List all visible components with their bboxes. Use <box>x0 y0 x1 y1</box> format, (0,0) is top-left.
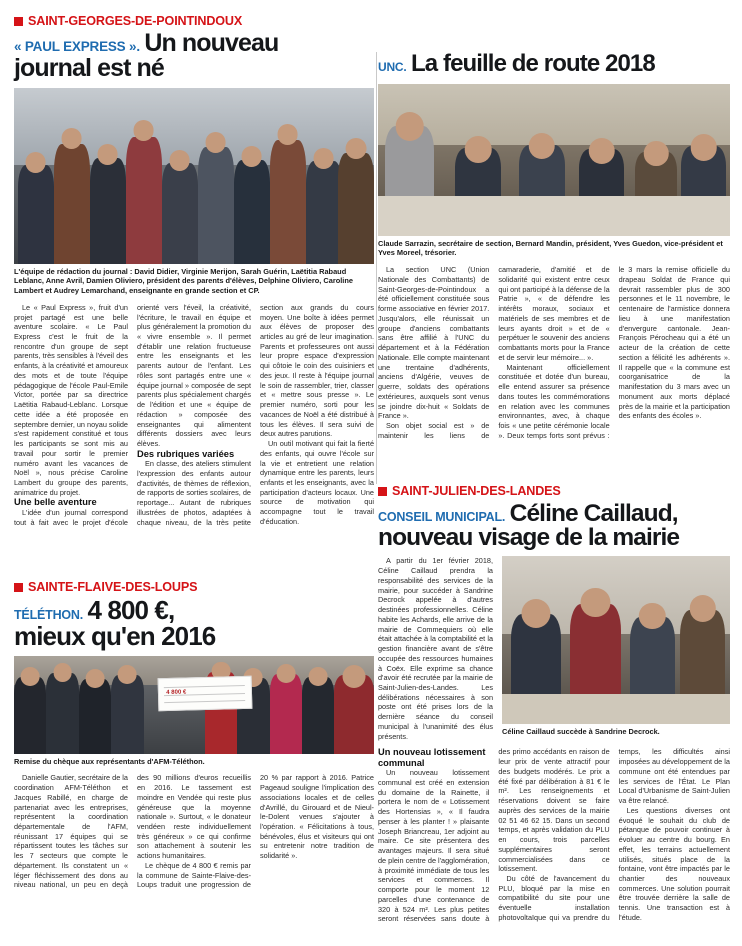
paragraph: Maintenant officiellement constituée et dotée d'un bureau, elle entend assurer sa présence dans toutes les commémorations en relation avec les communes environnantes, avec, à chaque fois « une petite cérémonie locale ». Deux temps forts sont prévus : le 3 mars la remise officielle du drapeau Soldat de France qui devrait rassembler plus de 300 personnes et le 11 novembre, le centenaire de l'armistice donnera lieu à une manifestation d'envergure cantonale. Jean-François Pérocheau qui a été un acteur de la création de cette section a félicité les adhérents ». Il rappelle que « la commune est coorganisatrice de la manifestation du 3 mars avec un monument aux morts déplacé près de la mairie et la participation des enfants des écoles ». <box>498 265 730 440</box>
telethon-kicker: TÉLÉTHON. <box>14 608 84 622</box>
conseil-headline-b: nouveau visage de la mairie <box>378 524 680 552</box>
telethon-titleblock <box>14 580 374 650</box>
paul-express-subhead-2: Des rubriques variées <box>137 448 235 459</box>
paul-express-headline-a: Un nouveau <box>144 29 279 57</box>
telethon-cheque <box>158 676 252 712</box>
unc-body <box>378 265 730 440</box>
paragraph: Du côté de l'avancement du PLU, bloqué par la mise en compatibilité du site pour une éventuelle installation photovoltaïque qui va prendre du temps, les difficultés ainsi imposées au développement de la commune ont été entendues par les services de l'État. Le Plan Local d'Urbanisme de Saint-Julien va être relancé. <box>498 747 730 922</box>
red-square-icon <box>14 583 23 592</box>
commune-label-sainte-flaive <box>14 580 374 594</box>
telethon-caption: Remise du chèque aux représentants d'AFM-Téléthon. <box>14 756 205 766</box>
cheque-amount: 4 800 € <box>166 689 187 696</box>
telethon-headline-b: mieux qu'en 2016 <box>14 620 216 651</box>
paragraph: Le chèque de 4 800 € remis par la commune de Sainte-Flaive-des-Loups traduit une progression de 20 % par rapport à 2016. Patrice Pageaud souligne l'implication des associations locales et de celles d'Avrillé, du Girouard et de Nieul-le-Dolent venues s'ajouter à l'opération. « Félicitations à tous, bénévoles, élus et visiteurs qui ont su entretenir notre tradition de solidarité ». <box>137 773 374 890</box>
column-divider <box>376 52 377 484</box>
conseil-body-col1 <box>378 556 493 741</box>
commune-name: SAINT-GEORGES-DE-POINTINDOUX <box>28 14 243 28</box>
paul-express-photo <box>14 88 374 264</box>
conseil-photo-wrap <box>502 556 730 741</box>
paul-express-headline-line1 <box>14 31 374 57</box>
paul-express-subhead-1: Une belle aventure <box>14 497 97 508</box>
conseil-first-column <box>378 556 493 741</box>
article-unc <box>378 52 730 440</box>
commune-name: SAINT-JULIEN-DES-LANDES <box>392 484 561 498</box>
article-paul-express <box>14 14 374 527</box>
telethon-headline-a: 4 800 €, <box>87 595 175 625</box>
paragraph: Son objet social est » de maintenir les liens de camaraderie, d'amitié et de solidarité qui existent entre ceux qui ont participé à la défense de la Patrie », « de défendre les intérêts moraux, sociaux et matériels de ses membres et de leurs ayants droit » et de « perpétuer le souvenir des anciens combattants morts pour la France et de servir leur mémoire... ». <box>378 265 610 440</box>
photo-table <box>502 694 730 724</box>
paragraph: Le « Paul Express », fruit d'un projet partagé est une belle aventure scolaire. « Le Paul Express c'est le fruit de la rencontre d'un groupe de sept parents, très sensibles à l'éveil des enfants, à la créativité et amoureux des mots et de toute l'équipe pédagogique de l'école Paul-Emile Victor, portée par sa directrice Laëtitia Rabaud-Leblanc. Lorsque cette idée a été proposée en septembre dernier, un noyau solide s'est rapidement constitué et tous les participants se sont mis au travail pour sortir le premier numéro avant les vacances de Noël », nous précise Caroline Lambert du groupe des parents, animatrice du projet. <box>14 302 128 497</box>
telethon-headline-line1 <box>14 597 374 624</box>
unc-photo <box>378 84 730 236</box>
unc-headline: La feuille de route 2018 <box>411 50 655 77</box>
conseil-top-row <box>378 556 730 741</box>
red-square-icon <box>14 17 23 26</box>
paul-express-caption: L'équipe de rédaction du journal : David Didier, Virginie Merijon, Sarah Guérin, Laëtitia Rabaud Leblanc, Anne Avril, Damien Oliviero, président des parents d'élèves, Delphine Oliviero, Caroline Lambert et Audrey Lemarchand, enseignante en grande section et CP. <box>14 266 353 296</box>
paul-express-headline-b: journal est né <box>14 53 164 82</box>
paragraph: L'idée d'un journal correspond tout à fait avec le projet d'école orienté vers l'éveil, la créativité, l'écriture, le travail en équipe et plus généralement la promotion du « vivre ensemble ». Il permet d'établir une relation fructueuse entre les enseignants et les parents autour de l'enfant. Les rôles sont partagés entre une « équipe journal » composée de sept parents plus spécialement chargés de l'édition et une « équipe de rédaction » composée des enseignantes qui alimentent différents dossiers avec leurs élèves. <box>14 302 251 527</box>
conseil-headline-line1 <box>378 501 730 526</box>
unc-caption: Claude Sarrazin, secrétaire de section, Bernard Mandin, président, Yves Guedon, vice-président et Yves Moreel, trésorier. <box>378 238 723 258</box>
conseil-subhead: Un nouveau lotissement communal <box>378 747 486 768</box>
commune-label-saint-julien <box>378 484 730 498</box>
article-telethon <box>14 580 374 890</box>
article-conseil-municipal <box>378 484 730 924</box>
paragraph: La section UNC (Union Nationale des Combattants) de Saint-Georges-de-Pointindoux a été officiellement constituée sous forme associative en février 2017. Jusqu'alors, elle réunissait un groupe d'anciens combattants sans être affilié à l'UNC du département et à la Fédération Nationale. Elle compte maintenant une trentaine d'adhérents, anciens d'Algérie, veuves de guerre, soldats des opérations extérieures, auxquels sont venus se joindre dix-huit « Soldats de France ». <box>378 265 490 421</box>
conseil-titleblock <box>378 484 730 550</box>
paragraph: En classe, des ateliers stimulent l'expression des enfants autour d'activités, de thèmes de réflexion, de rapports de sorties scolaires, de reportage... Autant de rubriques illustrées de photos, adaptées à chaque niveau, de la très petite section aux grands du cours moyen. Une boîte à idées permet aux élèves de proposer des articles au gré de leur imagination. Parents et professeures ont aussi leur propre espace d'expression qui côtoie le coin des cuisiniers et des jeux. Il reste à l'équipe journal le soin de rassembler, trier, classer et « mettre sous presse ». Le premier numéro, sorti pour les vacances de Noël a été distribué à tous les élèves. Il sera suivi de deux autres parutions. <box>137 302 374 527</box>
red-square-icon <box>378 487 387 496</box>
paragraph: Un outil motivant qui fait la fierté des enfants, qui ouvre l'école sur la vie et entretient une relation dynamique entre les parents, leurs enfants et les enseignants, avec la participation d'acteurs locaux. Une source de motivation qui accompagne tout le travail d'éducation. <box>260 439 374 526</box>
conseil-photo <box>502 556 730 724</box>
unc-titleblock <box>378 52 730 77</box>
paul-express-kicker: « PAUL EXPRESS ». <box>14 39 140 54</box>
conseil-kicker: CONSEIL MUNICIPAL. <box>378 510 506 524</box>
paragraph: Les questions diverses ont évoqué le souhait du club de pétanque de pouvoir continuer à évoluer au centre du bourg. En effet, les terrains actuellement utilisés, situés place de la fontaine, vont être impactés par le chantier des nouveaux commerces. Une solution pourrait être trouvée derrière la salle de tennis. Une transaction est à l'étude. <box>618 805 730 922</box>
photo-table <box>378 196 730 236</box>
paul-express-body <box>14 303 374 528</box>
telethon-photo <box>14 656 374 754</box>
photo-people-group <box>14 88 374 264</box>
paul-express-titleblock <box>14 14 374 82</box>
telethon-body <box>14 773 374 890</box>
paragraph: Danielle Gautier, secrétaire de la coordination AFM-Téléthon et Jacques Rabillé, en charge de partenariat avec les entreprises, représentent la coordination départementale de l'AFM, réunissant 17 équipes qui se répartissent toutes les tâches sur les 7 secteurs que compte le département. Ils constatent un « léger fléchissement des dons au niveau national, un peu en deçà des 90 millions d'euros recueillis en 2016. Le tassement est moindre en Vendée qui reste plus généreuse que la moyenne nationale ». Surtout, « le donateur vendéen reste individuellement très généreux » ce qui confirme son attachement à soutenir les actions humanitaires. <box>14 773 251 890</box>
conseil-caption: Céline Caillaud succède à Sandrine Decrock. <box>502 727 660 737</box>
commune-label-saint-georges <box>14 14 374 28</box>
unc-kicker: UNC. <box>378 60 407 74</box>
paragraph: A partir du 1er février 2018, Céline Caillaud prendra la responsabilité des services de la mairie, pour succéder à Sandrine Decrock appelée à d'autres destinées professionnelles. Céline habite les Achards, elle arrive de la mairie de Commequiers où elle était attachée à la comptabilité et la gestion financière avant de s'être occupée des ressources humaines à Coëx. Elle exprime sa chance d'avoir été recrutée par la mairie de Saint-Julien-des-Landes. Les délibérations nécessaires à son poste ont été prises lors de la dernière séance du conseil municipal à l'unanimité des élus présents. <box>378 556 493 741</box>
conseil-headline-a: Céline Caillaud, <box>509 500 678 527</box>
paragraph: Un nouveau lotissement communal est créé en extension du domaine de la Rainette, il portera le nom de « Lotissement des Hortensias », « Il faudra penser à les planter ! » plaisante Joseph Briancreau, 1er adjoint au maire. Ce site présentera des avantages majeurs. Il sera situé de plein centre de l'agglomération, à proximité immédiate de tous les services et commerces. Il comporte pour le moment 12 parcelles d'une contenance de 320 à 524 m². Les plus petites seront réservées sans doute à des primo accédants en raison de leur prix de vente attractif pour des budgets modérés. Le prix a été fixé par délibération à 81 € le m². Les renseignements et réservations doivent se faire auprès des services de la mairie 02 51 46 62 15. Dans un second temps, et après validation du PLU en cours, trois parcelles supplémentaires seront commercialisées dans ce lotissement. <box>378 747 610 924</box>
conseil-body <box>378 747 730 924</box>
commune-name: SAINTE-FLAIVE-DES-LOUPS <box>28 580 198 594</box>
